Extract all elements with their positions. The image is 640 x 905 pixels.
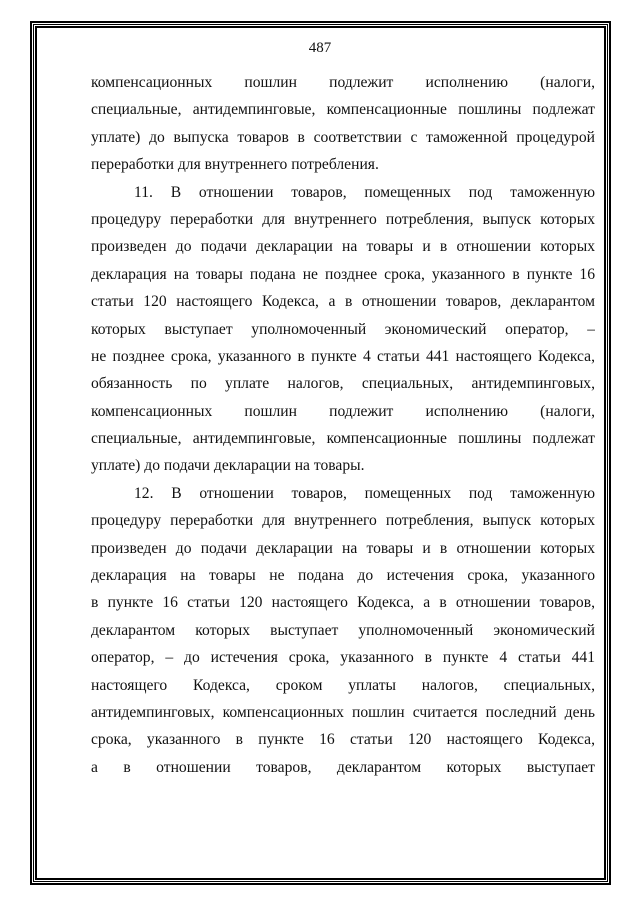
text-line: компенсационных пошлин подлежит исполнению (налоги, bbox=[91, 74, 595, 91]
text-line: процедуру переработки для внутреннего потребления, выпуск которых bbox=[91, 210, 595, 228]
page-number: 487 bbox=[308, 40, 332, 56]
text-line: произведен до подачи декларации на товары и в отношении которых bbox=[91, 539, 595, 557]
text-line: настоящего Кодекса, сроком уплаты налогов, специальных, bbox=[91, 676, 595, 694]
text-line: в пункте 16 статьи 120 настоящего Кодекса, а в отношении товаров, bbox=[91, 594, 595, 612]
text-line: срока, указанного в пункте 16 статьи 120 настоящего Кодекса, bbox=[91, 731, 595, 749]
text-line: оператор, – до истечения срока, указанного в пункте 4 статьи 441 bbox=[91, 649, 595, 667]
text-line: а в отношении товаров, декларантом которых выступает bbox=[91, 758, 595, 776]
text-line: уплате) до выпуска товаров в соответствии с таможенной процедурой bbox=[91, 128, 595, 146]
text-line: произведен до подачи декларации на товары и в отношении которых bbox=[91, 238, 595, 256]
text-line: переработки для внутреннего потребления. bbox=[91, 156, 379, 174]
text-line: декларация на товары не подана до истечения срока, указанного bbox=[91, 567, 595, 585]
text-line: специальные, антидемпинговые, компенсационные пошлины подлежат bbox=[91, 101, 595, 119]
text-line: процедуру переработки для внутреннего потребления, выпуск которых bbox=[91, 512, 595, 530]
text-line: декларация на товары подана не позднее срока, указанного в пункте 16 bbox=[91, 265, 595, 283]
text-line: 12. В отношении товаров, помещенных под таможенную bbox=[134, 484, 595, 502]
text-line: статьи 120 настоящего Кодекса, а в отношении товаров, декларантом bbox=[91, 293, 595, 311]
text-line: уплате) до подачи декларации на товары. bbox=[91, 457, 365, 475]
text-line: декларантом которых выступает уполномоченный экономический bbox=[91, 621, 595, 639]
text-line: которых выступает уполномоченный экономический оператор, – bbox=[91, 320, 595, 338]
text-line: специальные, антидемпинговые, компенсационные пошлины подлежат bbox=[91, 430, 595, 448]
text-line: компенсационных пошлин подлежит исполнению (налоги, bbox=[91, 402, 595, 420]
text-line: 11. В отношении товаров, помещенных под таможенную bbox=[134, 183, 595, 201]
document-body bbox=[91, 69, 595, 781]
text-line: антидемпинговых, компенсационных пошлин считается последний день bbox=[91, 703, 595, 721]
text-line: не позднее срока, указанного в пункте 4 статьи 441 настоящего Кодекса, bbox=[91, 347, 595, 365]
text-line: обязанность по уплате налогов, специальных, антидемпинговых, bbox=[91, 375, 595, 393]
